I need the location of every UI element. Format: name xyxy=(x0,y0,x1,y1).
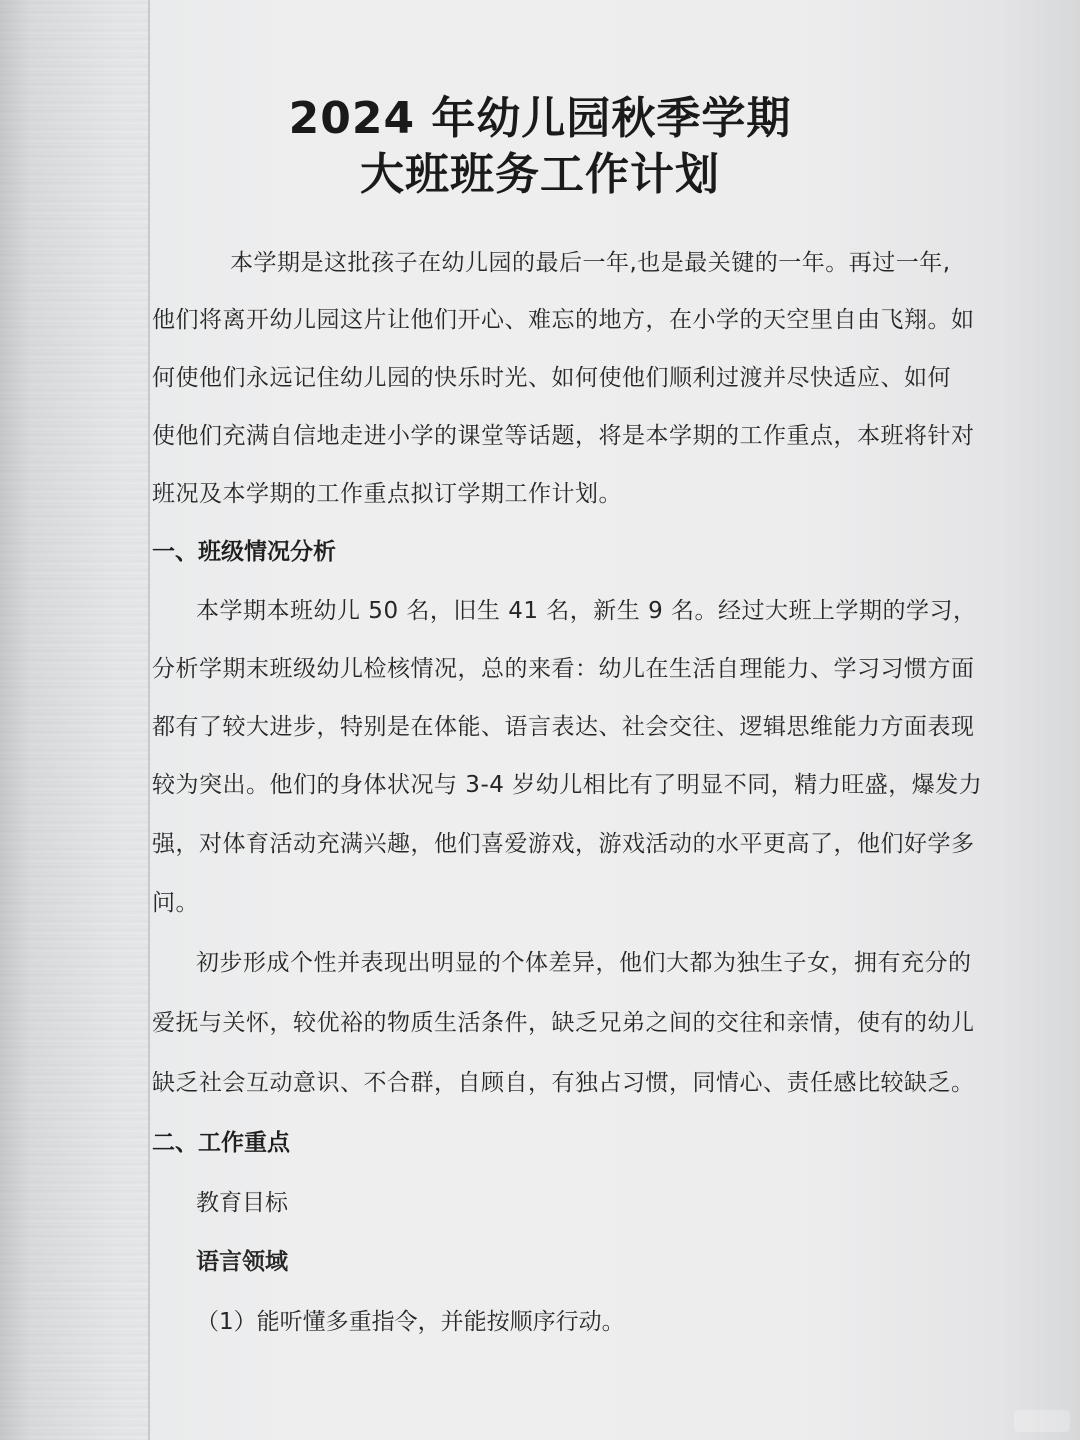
language-domain-heading: 语言领域 xyxy=(196,1249,288,1275)
section1-line: 较为突出。他们的身体状况与 3-4 岁幼儿相比有了明显不同，精力旺盛，爆发力 xyxy=(152,772,983,798)
section1-line: 分析学期末班级幼儿检核情况，总的来看：幼儿在生活自理能力、学习习惯方面 xyxy=(152,656,975,682)
section1-line: 问。 xyxy=(152,890,199,916)
page-crease xyxy=(148,0,150,1440)
section1-para2-line: 缺乏社会互动意识、不合群，自顾自，有独占习惯，同情心、责任感比较缺乏。 xyxy=(152,1070,975,1096)
section1-para2-line: 爱抚与关怀，较优裕的物质生活条件，缺乏兄弟之间的交往和亲情，使有的幼儿 xyxy=(152,1010,975,1036)
section1-heading: 一、班级情况分析 xyxy=(152,539,336,565)
section1-line: 本学期本班幼儿 50 名，旧生 41 名，新生 9 名。经过大班上学期的学习， xyxy=(196,598,977,624)
goal-item-1: （1）能听懂多重指令，并能按顺序行动。 xyxy=(196,1309,625,1335)
section1-line: 强，对体育活动充满兴趣，他们喜爱游戏，游戏活动的水平更高了，他们好学多 xyxy=(152,831,975,857)
document-title-line1: 2024 年幼儿园秋季学期 xyxy=(288,93,792,144)
intro-line: 本学期是这批孩子在幼儿园的最后一年,也是最关键的一年。再过一年, xyxy=(230,250,951,276)
section1-line: 都有了较大进步，特别是在体能、语言表达、社会交往、逻辑思维能力方面表现 xyxy=(152,714,975,740)
education-goal-label: 教育目标 xyxy=(196,1190,288,1216)
scan-shadow xyxy=(0,0,150,1440)
section2-heading: 二、工作重点 xyxy=(152,1130,290,1156)
section1-para2-line: 初步形成个性并表现出明显的个体差异，他们大都为独生子女，拥有充分的 xyxy=(196,950,972,976)
document-title-line2: 大班班务工作计划 xyxy=(360,149,720,200)
intro-line: 班况及本学期的工作重点拟订学期工作计划。 xyxy=(152,481,622,507)
intro-line: 他们将离开幼儿园这片让他们开心、难忘的地方，在小学的天空里自由飞翔。如 xyxy=(152,307,975,333)
intro-line: 何使他们永远记住幼儿园的快乐时光、如何使他们顺利过渡并尽快适应、如何 xyxy=(152,365,951,391)
corner-watermark xyxy=(1014,1410,1070,1432)
intro-line: 使他们充满自信地走进小学的课堂等话题，将是本学期的工作重点，本班将针对 xyxy=(152,423,975,449)
